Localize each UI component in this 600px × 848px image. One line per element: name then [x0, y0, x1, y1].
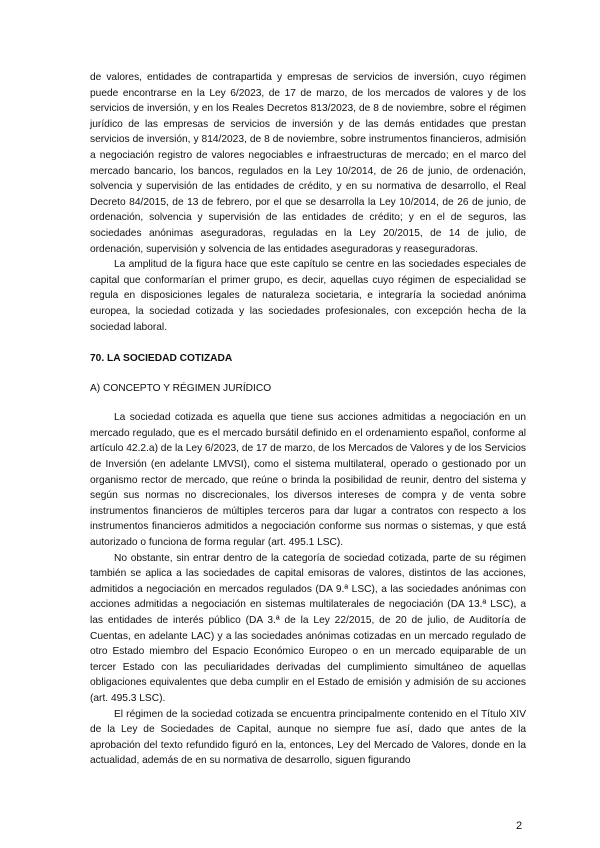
- page-number: 2: [516, 820, 523, 832]
- section-heading: 70. LA SOCIEDAD COTIZADA: [90, 353, 233, 365]
- paragraph-legal-regime: El régimen de la sociedad cotizada se encuentra principalmente contenido en el Título XIV de la Ley de Sociedades de Capital, aunque no siempre fue así, dado que antes de la aprobación del texto refundido figuró en la, entonces, Ley del Mercado de Valores, donde en la actualidad, además de en su normativa de desarrollo, siguen figurando: [90, 708, 526, 767]
- paragraph-scope-extension: No obstante, sin entrar dentro de la categoría de sociedad cotizada, parte de su régimen también se aplica a las sociedades de capital emisoras de valores, distintos de las acciones, admitidos a negociación en mercados regulados (DA 9.ª LSC), a las sociedades anónimas con acciones admitidas a negociación en sistemas multilaterales de negociación (DA 13.ª LSC), a las entidades de interés público (DA 3.ª de la Ley 22/2015, de 20 de julio, de Auditoría de Cuentas, en adelante LAC) y a las sociedades anónimas cotizadas en un mercado regulado de otro Estado miembro del Espacio Económico Europeo o en un mercado equiparable de un tercer Estado con las peculiaridades derivadas del cumplimiento simultáneo de aquellas obligaciones equivalentes que deba cumplir en el Estado de emisión y admisión de su acciones (art. 495.3 LSC).: [90, 552, 526, 704]
- page-body: [90, 70, 526, 769]
- subsection-heading: A) CONCEPTO Y RÉGIMEN JURÍDICO: [90, 382, 272, 394]
- paragraph-definition: La sociedad cotizada es aquella que tiene sus acciones admitidas a negociación en un mercado regulado, que es el mercado bursátil definido en el ordenamiento español, conforme al artículo 42.2.a) de la Ley 6/2023, de 17 de marzo, de los Mercados de Valores y de los Servicios de Inversión (en adelante LMVSI), como el sistema multilateral, operado o gestionado por un organismo rector de mercado, que reúne o brinda la posibilidad de reunir, dentro del sistema y según sus normas no discrecionales, los diversos intereses de compra y de venta sobre instrumentos financieros de múltiples terceros para dar lugar a contratos con respecto a los instrumentos financieros admitidos a negociación conforme sus normas o sistemas, y que está autorizado o funciona de forma regular (art. 495.1 LSC).: [90, 412, 526, 549]
- paragraph-continuation: de valores, entidades de contrapartida y empresas de servicios de inversión, cuyo régimen puede encontrarse en la Ley 6/2023, de 17 de marzo, de los mercados de valores y de los servicios de inversión, y en los Reales Decretos 813/2023, de 8 de noviembre, sobre el régimen jurídico de las empresas de servicios de inversión y de las demás entidades que prestan servicios de inversión, y 814/2023, de 8 de noviembre, sobre instrumentos financieros, admisión a negociación registro de valores negociables e infraestructuras de mercado; en el marco del mercado bancario, los bancos, regulados en la Ley 10/2014, de 26 de junio, de ordenación, solvencia y supervisión de las entidades de crédito, y en su normativa de desarrollo, el Real Decreto 84/2015, de 13 de febrero, por el que se desarrolla la Ley 10/2014, de 26 de junio, de ordenación, solvencia y supervisión de las entidades de crédito; y en el de seguros, las sociedades anónimas aseguradoras, reguladas en la Ley 20/2015, de 14 de julio, de ordenación, supervisión y solvencia de las entidades aseguradoras y reaseguradoras.: [90, 72, 526, 255]
- paragraph-scope: La amplitud de la figura hace que este capítulo se centre en las sociedades especiales de capital que conformarían el primer grupo, es decir, aquellas cuyo régimen de especialidad se regula en disposiciones legales de naturaleza societaria, e integraría la sociedad anónima europea, la sociedad cotizada y las sociedades profesionales, con excepción hecha de la sociedad laboral.: [90, 259, 526, 333]
